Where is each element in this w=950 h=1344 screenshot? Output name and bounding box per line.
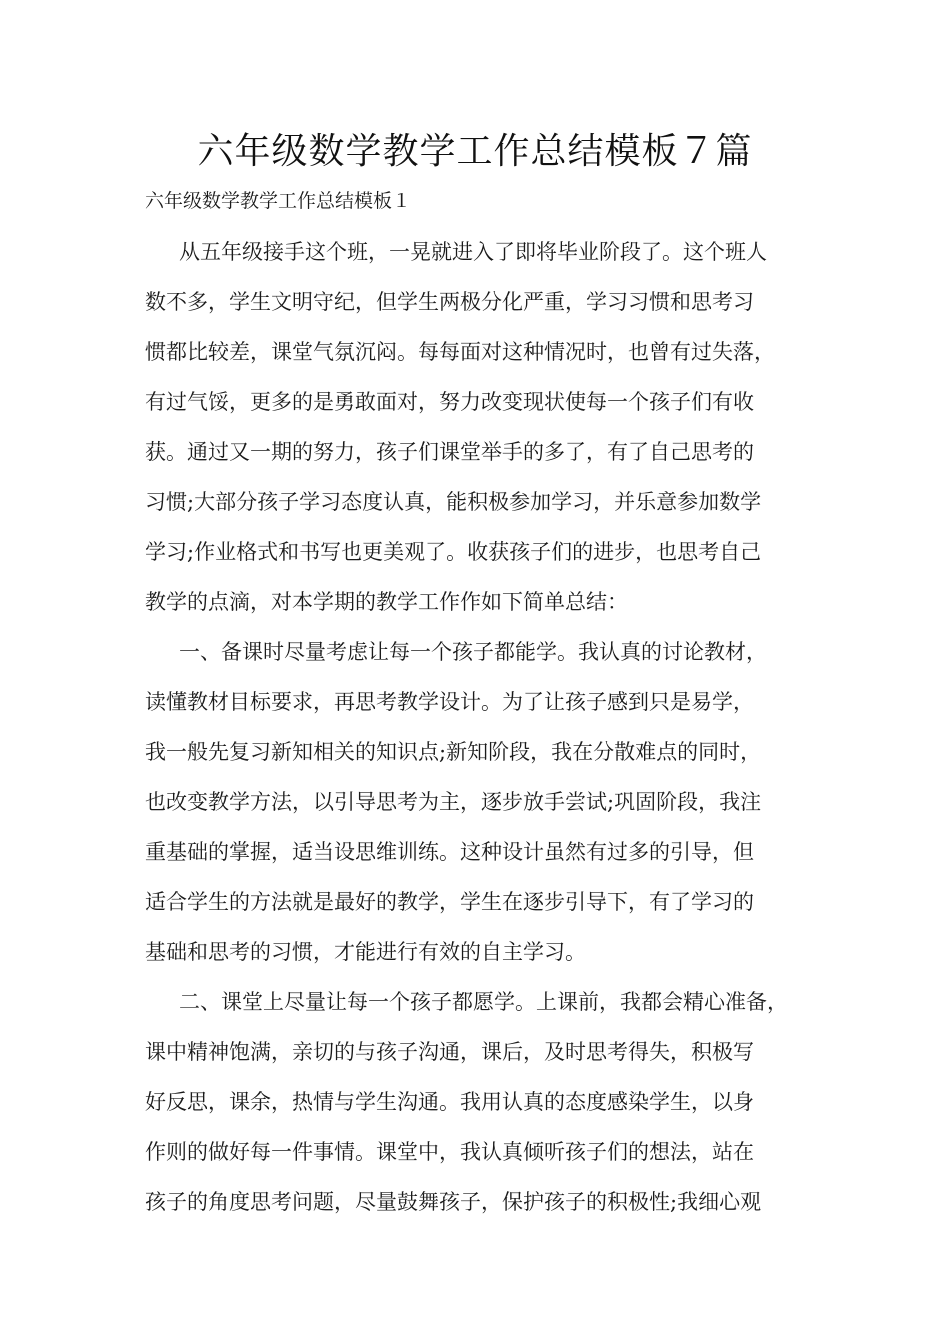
body-line: 教学的点滴，对本学期的教学工作作如下简单总结： [145,590,628,614]
body-line: 数不多，学生文明守纪，但学生两极分化严重，学习习惯和思考习 [145,290,754,314]
body-line: 课中精神饱满，亲切的与孩子沟通，课后，及时思考得失，积极写 [145,1040,754,1064]
body-line: 惯都比较差，课堂气氛沉闷。每每面对这种情况时，也曾有过失落， [145,340,775,364]
body-line: 也改变教学方法，以引导思考为主，逐步放手尝试;巩固阶段，我注 [145,790,762,814]
body-line: 一、备课时尽量考虑让每一个孩子都能学。我认真的讨论教材， [179,640,767,664]
body-line: 适合学生的方法就是最好的教学，学生在逐步引导下，有了学习的 [145,890,754,914]
body-line: 好反思，课余，热情与学生沟通。我用认真的态度感染学生，以身 [145,1090,754,1114]
document-body [145,227,810,1227]
body-line: 学习;作业格式和书写也更美观了。收获孩子们的进步，也思考自己 [145,540,762,564]
body-line: 从五年级接手这个班，一晃就进入了即将毕业阶段了。这个班人 [179,240,767,264]
body-line: 孩子的角度思考问题，尽量鼓舞孩子，保护孩子的积极性;我细心观 [145,1190,762,1214]
body-line: 作则的做好每一件事情。课堂中，我认真倾听孩子们的想法，站在 [145,1140,754,1164]
body-line: 二、课堂上尽量让每一个孩子都愿学。上课前，我都会精心准备， [179,990,788,1014]
body-line: 重基础的掌握，适当设思维训练。这种设计虽然有过多的引导，但 [145,840,754,864]
document-title: 六年级数学教学工作总结模板７篇 [197,131,753,172]
body-line: 有过气馁，更多的是勇敢面对，努力改变现状使每一个孩子们有收 [145,390,754,414]
body-line: 读懂教材目标要求，再思考教学设计。为了让孩子感到只是易学， [145,690,754,714]
body-line: 基础和思考的习惯，才能进行有效的自主学习。 [145,940,586,964]
body-line: 我一般先复习新知相关的知识点;新知阶段，我在分散难点的同时， [145,740,762,764]
body-line: 习惯;大部分孩子学习态度认真，能积极参加学习，并乐意参加数学 [145,490,762,514]
document-subtitle: 六年级数学教学工作总结模板１ [145,190,412,212]
body-line: 获。通过又一期的努力，孩子们课堂举手的多了，有了自己思考的 [145,440,754,464]
